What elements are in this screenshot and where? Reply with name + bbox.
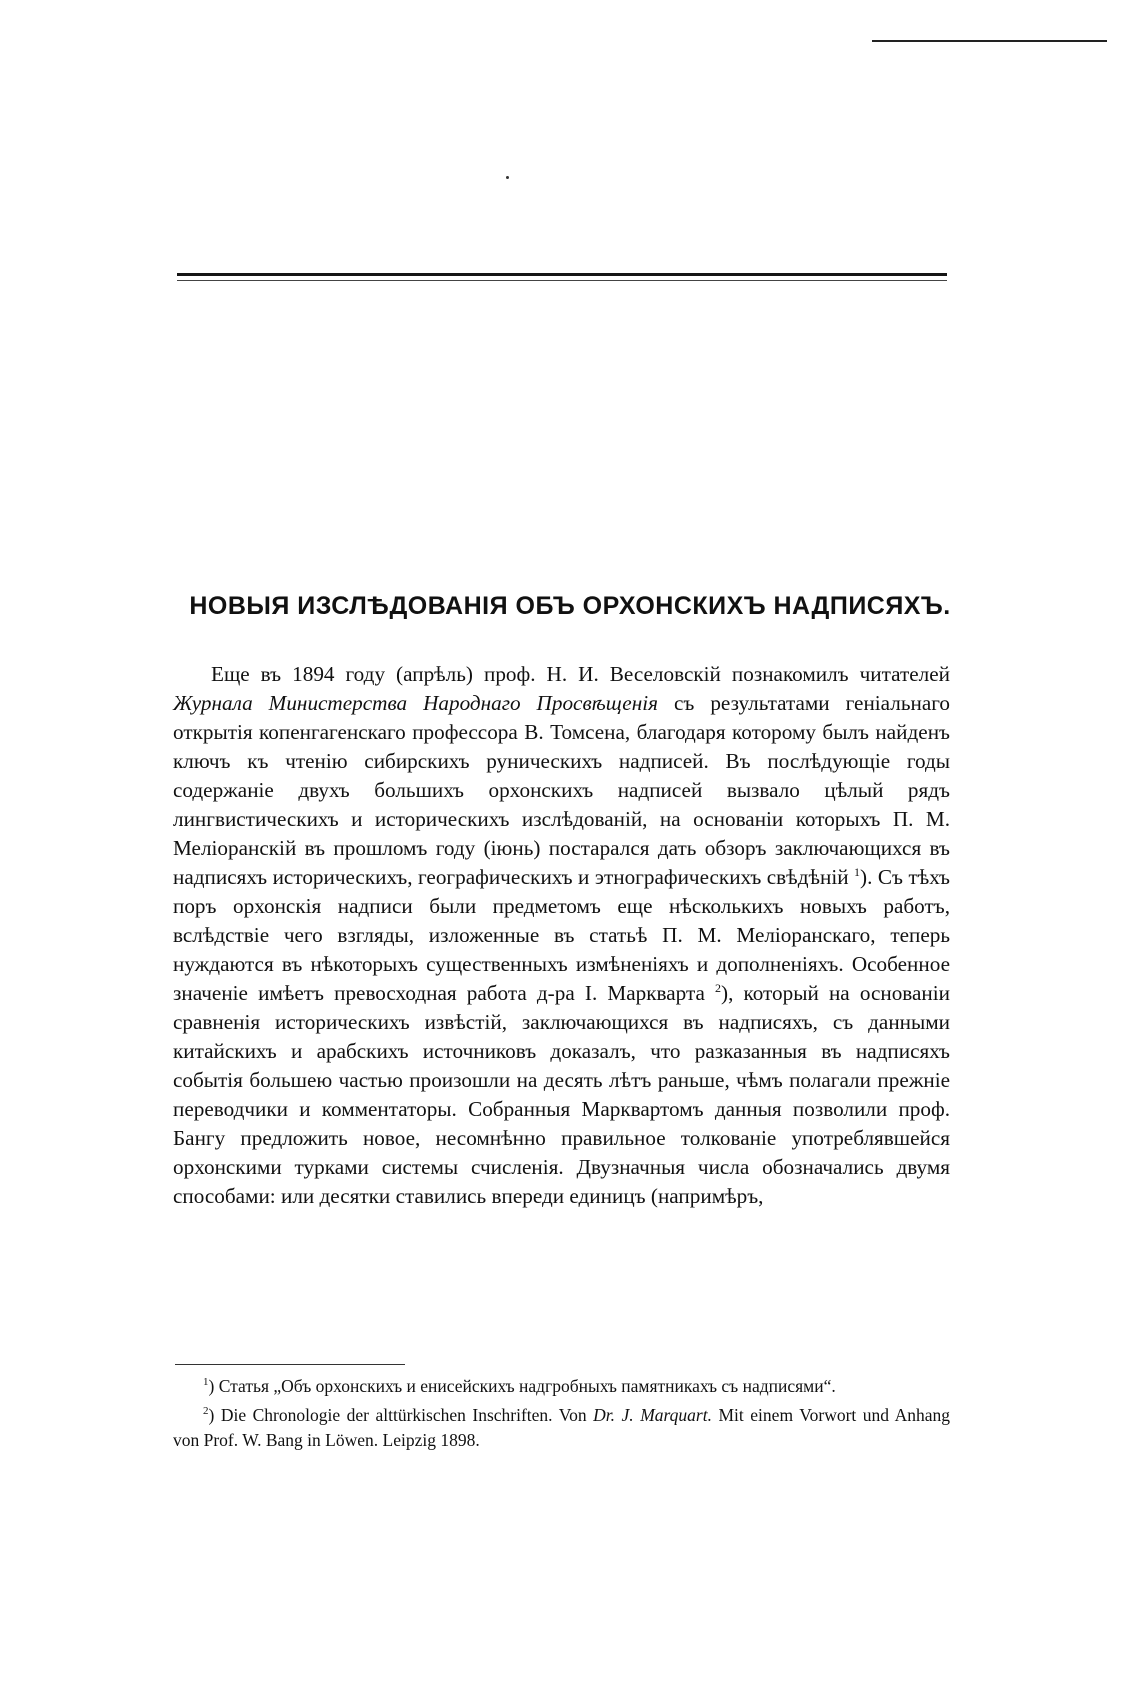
footnote-1-number: 1 xyxy=(203,1376,209,1389)
footnote-2-author: Dr. J. Marquart. xyxy=(593,1405,712,1425)
body-text-part-1: Еще въ 1894 году (апрѣль) проф. Н. И. Веселовскій познакомилъ читателей xyxy=(211,662,950,686)
body-text-part-4: ), который на основаніи сравненія историческихъ извѣстій, заключающихся въ надписяхъ, съ данными китайскихъ и арабскихъ источниковъ доказалъ, что разказанныя въ надписяхъ событія большею частью произошли на десять лѣтъ раньше, чѣмъ полагали прежніе переводчики и комментаторы. Собранныя Марквартомъ данныя позволили проф. Бангу предложить новое, несомнѣнно правильное толкованіе употреблявшейся орхонскими турками системы счисленія. Двузначныя числа обозначались двумя способами: или десятки ставились впереди единицъ (напримѣръ, xyxy=(173,981,950,1208)
top-right-rule xyxy=(872,40,1107,42)
footnote-separator xyxy=(175,1364,405,1365)
body-paragraph xyxy=(173,660,950,1211)
header-rule-thick xyxy=(177,273,947,276)
footnote-2-text-a: ) Die Chronologie der alttürkischen Inschriften. Von xyxy=(208,1405,594,1425)
footnote-2 xyxy=(173,1403,950,1453)
page-title: НОВЫЯ ИЗСЛѢДОВАНІЯ ОБЪ ОРХОНСКИХЪ НАДПИСЯХЪ. xyxy=(189,592,951,620)
footnote-2-number: 2 xyxy=(203,1405,209,1418)
footnote-1 xyxy=(173,1374,950,1399)
body-text-part-2: съ результатами геніальнаго открытія копенгагенскаго профессора В. Томсена, благодаря которому былъ найденъ ключъ къ чтенію сибирскихъ руническихъ надписей. Въ послѣдующіе годы содержаніе двухъ большихъ орхонскихъ надписей вызвало цѣлый рядъ лингвистическихъ и историческихъ изслѣдованій, на основаніи которыхъ П. М. Меліоранскій въ прошломъ году (іюнь) постарался дать обзоръ заключающихся въ надписяхъ историческихъ, географическихъ и этнографическихъ свѣдѣній xyxy=(173,691,950,889)
header-rule xyxy=(177,273,947,283)
scan-speck xyxy=(506,176,509,179)
journal-name: Журнала Министерства Народнаго Просвѣщенія xyxy=(173,691,658,715)
footnotes xyxy=(173,1374,950,1457)
footnote-1-text: ) Статья „Объ орхонскихъ и енисейскихъ надгробныхъ памятникахъ съ надписями“. xyxy=(208,1376,836,1396)
header-rule-thin xyxy=(177,280,947,281)
footnote-ref-1: 1 xyxy=(854,864,861,879)
body-text-part-3: ). Съ тѣхъ поръ орхонскія надписи были предметомъ еще нѣсколькихъ новыхъ работъ, вслѣдствіе чего взгляды, изложенные въ статьѣ П. М. Меліоранскаго, теперь нуждаются въ нѣкоторыхъ существенныхъ измѣненіяхъ и дополненіяхъ. Особенное значеніе имѣетъ превосходная работа д-ра І. Маркварта xyxy=(173,865,950,1005)
footnote-ref-2: 2 xyxy=(715,980,722,995)
footnote-2-text-b: Mit einem Vorwort und Anhang von Prof. W. Bang in Löwen. Leipzig 1898. xyxy=(173,1405,950,1450)
